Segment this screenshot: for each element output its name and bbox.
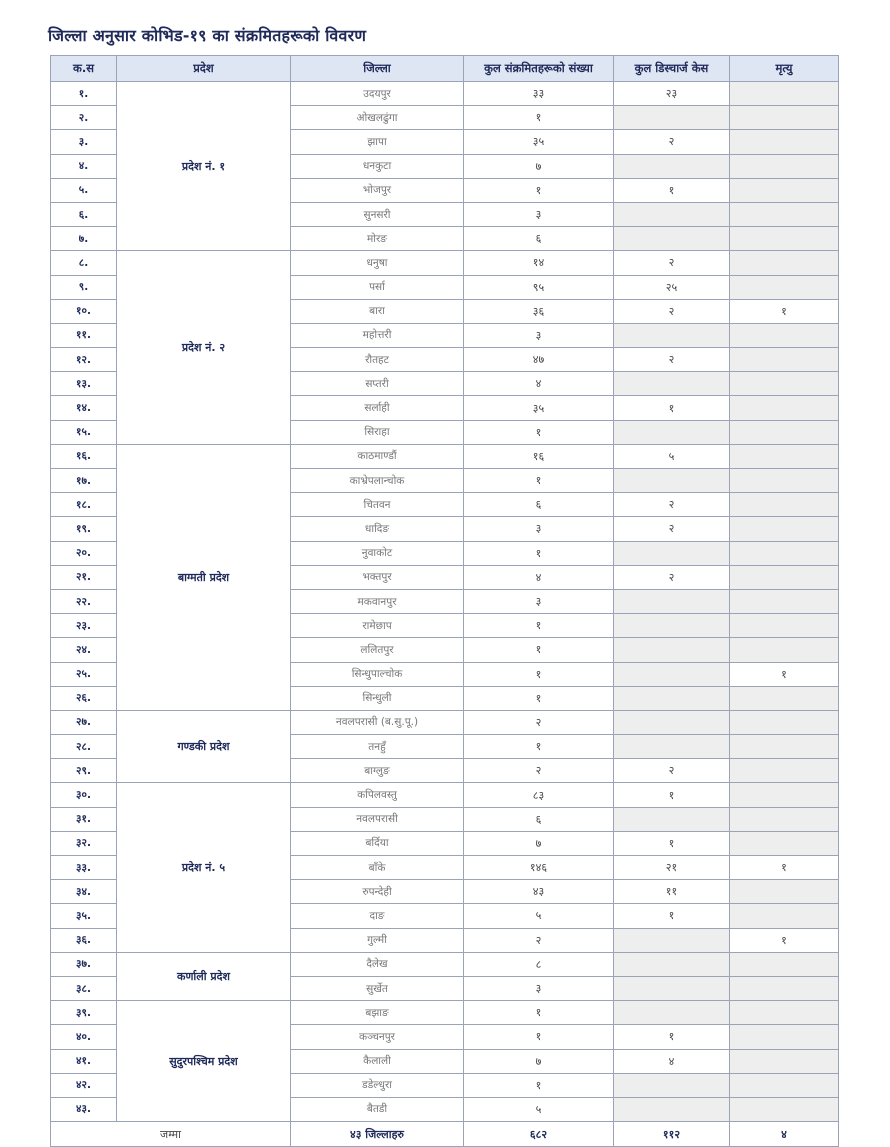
serial-number: ३१. [51, 807, 117, 831]
serial-number: ९. [51, 275, 117, 299]
deaths-count [730, 638, 839, 662]
district-name: नवलपरासी [291, 807, 464, 831]
header-infected: कुल संक्रमितहरूको संख्या [464, 56, 614, 82]
deaths-count [730, 420, 839, 444]
deaths-count [730, 565, 839, 589]
deaths-count [730, 1025, 839, 1049]
infected-count: २ [464, 928, 614, 952]
infected-count: १ [464, 178, 614, 202]
district-name: सिराहा [291, 420, 464, 444]
page-title: जिल्ला अनुसार कोभिड-१९ का संक्रमितहरूको विवरण [48, 26, 367, 45]
total-infected: ६८२ [464, 1122, 614, 1147]
deaths-count [730, 589, 839, 613]
district-name: बाँके [291, 856, 464, 880]
district-name: सर्लाही [291, 396, 464, 420]
district-name: गुल्मी [291, 928, 464, 952]
district-name: सप्तरी [291, 372, 464, 396]
province-name: प्रदेश नं. १ [117, 82, 291, 251]
serial-number: २४. [51, 638, 117, 662]
discharged-count: २ [614, 493, 730, 517]
serial-number: ११. [51, 323, 117, 347]
table-row [51, 783, 839, 807]
infected-count: ५ [464, 904, 614, 928]
infected-count: ३३ [464, 82, 614, 106]
infected-count: १ [464, 686, 614, 710]
serial-number: ३७. [51, 952, 117, 976]
deaths-count [730, 372, 839, 396]
serial-number: १३. [51, 372, 117, 396]
serial-number: २३. [51, 614, 117, 638]
deaths-count [730, 1073, 839, 1097]
discharged-count [614, 202, 730, 226]
infected-count: १ [464, 662, 614, 686]
infected-count: १ [464, 1001, 614, 1025]
district-name: बैतडी [291, 1097, 464, 1121]
discharged-count: १ [614, 178, 730, 202]
province-name: प्रदेश नं. ५ [117, 783, 291, 952]
serial-number: ५. [51, 178, 117, 202]
discharged-count [614, 154, 730, 178]
serial-number: १९. [51, 517, 117, 541]
deaths-count [730, 1049, 839, 1073]
discharged-count: २ [614, 130, 730, 154]
deaths-count [730, 952, 839, 976]
infected-count: १४६ [464, 856, 614, 880]
discharged-count [614, 976, 730, 1000]
discharged-count [614, 589, 730, 613]
discharged-count [614, 735, 730, 759]
table-header-row [51, 56, 839, 82]
infected-count: २ [464, 710, 614, 734]
deaths-count [730, 614, 839, 638]
serial-number: २२. [51, 589, 117, 613]
discharged-count [614, 1097, 730, 1121]
deaths-count [730, 783, 839, 807]
discharged-count: १ [614, 783, 730, 807]
deaths-count [730, 686, 839, 710]
infected-count: ७ [464, 154, 614, 178]
serial-number: ३३. [51, 856, 117, 880]
district-name: बारा [291, 299, 464, 323]
province-name: बाग्मती प्रदेश [117, 444, 291, 710]
serial-number: १४. [51, 396, 117, 420]
deaths-count: १ [730, 856, 839, 880]
deaths-count [730, 517, 839, 541]
discharged-count: २ [614, 299, 730, 323]
serial-number: ७. [51, 227, 117, 251]
infected-count: ५ [464, 1097, 614, 1121]
discharged-count [614, 614, 730, 638]
discharged-count: २१ [614, 856, 730, 880]
deaths-count [730, 444, 839, 468]
serial-number: ३८. [51, 976, 117, 1000]
district-name: बर्दिया [291, 831, 464, 855]
district-name: सुर्खेत [291, 976, 464, 1000]
province-name: कर्णाली प्रदेश [117, 952, 291, 1000]
district-name: उदयपुर [291, 82, 464, 106]
serial-number: ३६. [51, 928, 117, 952]
district-name: झापा [291, 130, 464, 154]
district-name: काठमाण्डौं [291, 444, 464, 468]
deaths-count [730, 251, 839, 275]
infected-count: १ [464, 541, 614, 565]
infected-count: १ [464, 638, 614, 662]
discharged-count: १ [614, 831, 730, 855]
discharged-count [614, 420, 730, 444]
discharged-count [614, 710, 730, 734]
deaths-count [730, 154, 839, 178]
deaths-count [730, 807, 839, 831]
district-name: भोजपुर [291, 178, 464, 202]
discharged-count: ५ [614, 444, 730, 468]
district-name: मोरङ [291, 227, 464, 251]
total-discharged: ११२ [614, 1122, 730, 1147]
table-row [51, 251, 839, 275]
discharged-count [614, 227, 730, 251]
district-name: बाग्लुङ [291, 759, 464, 783]
serial-number: २०. [51, 541, 117, 565]
discharged-count: २ [614, 251, 730, 275]
discharged-count [614, 638, 730, 662]
district-name: सिन्धुली [291, 686, 464, 710]
infected-count: ३ [464, 976, 614, 1000]
table-row [51, 82, 839, 106]
deaths-count [730, 759, 839, 783]
deaths-count [730, 130, 839, 154]
deaths-count [730, 541, 839, 565]
deaths-count: १ [730, 662, 839, 686]
infected-count: ६ [464, 807, 614, 831]
covid-district-table [50, 55, 839, 1147]
deaths-count [730, 710, 839, 734]
serial-number: १६. [51, 444, 117, 468]
infected-count: ४ [464, 565, 614, 589]
district-name: काभ्रेपलान्चोक [291, 469, 464, 493]
deaths-count [730, 880, 839, 904]
serial-number: ३४. [51, 880, 117, 904]
discharged-count [614, 928, 730, 952]
header-deaths: मृत्यु [730, 56, 839, 82]
discharged-count [614, 106, 730, 130]
serial-number: १२. [51, 348, 117, 372]
district-name: कञ्चनपुर [291, 1025, 464, 1049]
district-name: धनकुटा [291, 154, 464, 178]
infected-count: ३ [464, 589, 614, 613]
discharged-count: २ [614, 565, 730, 589]
deaths-count [730, 1001, 839, 1025]
total-label: जम्मा [51, 1122, 291, 1147]
district-name: रामेछाप [291, 614, 464, 638]
serial-number: १०. [51, 299, 117, 323]
deaths-count [730, 1097, 839, 1121]
deaths-count [730, 348, 839, 372]
infected-count: ३ [464, 517, 614, 541]
header-province: प्रदेश [117, 56, 291, 82]
district-name: नवलपरासी (ब.सु.पू.) [291, 710, 464, 734]
deaths-count [730, 831, 839, 855]
discharged-count: २ [614, 759, 730, 783]
infected-count: १ [464, 469, 614, 493]
deaths-count [730, 227, 839, 251]
table-row [51, 710, 839, 734]
infected-count: ७ [464, 1049, 614, 1073]
discharged-count [614, 1001, 730, 1025]
deaths-count [730, 82, 839, 106]
district-name: ओखलढुंगा [291, 106, 464, 130]
discharged-count: १ [614, 1025, 730, 1049]
serial-number: ३. [51, 130, 117, 154]
header-discharged: कुल डिस्चार्ज केस [614, 56, 730, 82]
header-sn: क.स [51, 56, 117, 82]
discharged-count: २३ [614, 82, 730, 106]
infected-count: ४७ [464, 348, 614, 372]
deaths-count: १ [730, 928, 839, 952]
deaths-count [730, 735, 839, 759]
deaths-count [730, 202, 839, 226]
table-row [51, 444, 839, 468]
serial-number: ३२. [51, 831, 117, 855]
district-name: चितवन [291, 493, 464, 517]
serial-number: १५. [51, 420, 117, 444]
infected-count: १ [464, 735, 614, 759]
deaths-count [730, 275, 839, 299]
discharged-count [614, 686, 730, 710]
serial-number: ६. [51, 202, 117, 226]
infected-count: ८३ [464, 783, 614, 807]
infected-count: ३६ [464, 299, 614, 323]
district-name: नुवाकोट [291, 541, 464, 565]
district-name: मकवानपुर [291, 589, 464, 613]
district-name: दैलेख [291, 952, 464, 976]
discharged-count: १ [614, 904, 730, 928]
discharged-count [614, 807, 730, 831]
infected-count: ६ [464, 493, 614, 517]
deaths-count [730, 178, 839, 202]
serial-number: २७. [51, 710, 117, 734]
district-name: सुनसरी [291, 202, 464, 226]
discharged-count: २ [614, 517, 730, 541]
province-name: सुदुरपश्चिम प्रदेश [117, 1001, 291, 1122]
district-name: दाङ [291, 904, 464, 928]
district-name: रौतहट [291, 348, 464, 372]
infected-count: १६ [464, 444, 614, 468]
serial-number: ४०. [51, 1025, 117, 1049]
discharged-count [614, 662, 730, 686]
deaths-count [730, 904, 839, 928]
serial-number: ३०. [51, 783, 117, 807]
serial-number: ३५. [51, 904, 117, 928]
province-name: गण्डकी प्रदेश [117, 710, 291, 783]
serial-number: २. [51, 106, 117, 130]
district-name: बझाङ [291, 1001, 464, 1025]
district-name: तनहुँ [291, 735, 464, 759]
infected-count: १ [464, 106, 614, 130]
infected-count: ३५ [464, 130, 614, 154]
district-name: भक्तपुर [291, 565, 464, 589]
infected-count: ७ [464, 831, 614, 855]
discharged-count [614, 372, 730, 396]
district-name: कपिलवस्तु [291, 783, 464, 807]
serial-number: ३९. [51, 1001, 117, 1025]
serial-number: २६. [51, 686, 117, 710]
discharged-count: १ [614, 396, 730, 420]
infected-count: ३ [464, 202, 614, 226]
infected-count: १ [464, 420, 614, 444]
serial-number: ४३. [51, 1097, 117, 1121]
discharged-count [614, 1073, 730, 1097]
infected-count: १ [464, 1025, 614, 1049]
district-name: रुपन्देही [291, 880, 464, 904]
infected-count: ८ [464, 952, 614, 976]
discharged-count [614, 541, 730, 565]
deaths-count: १ [730, 299, 839, 323]
province-name: प्रदेश नं. २ [117, 251, 291, 445]
district-name: पर्सा [291, 275, 464, 299]
discharged-count: ४ [614, 1049, 730, 1073]
district-name: डडेल्धुरा [291, 1073, 464, 1097]
serial-number: १७. [51, 469, 117, 493]
discharged-count [614, 323, 730, 347]
infected-count: ६ [464, 227, 614, 251]
infected-count: ३ [464, 323, 614, 347]
district-name: ललितपुर [291, 638, 464, 662]
deaths-count [730, 323, 839, 347]
table-row [51, 1001, 839, 1025]
district-name: सिन्धुपाल्चोक [291, 662, 464, 686]
infected-count: २ [464, 759, 614, 783]
total-districts: ४३ जिल्लाहरु [291, 1122, 464, 1147]
district-name: धादिङ [291, 517, 464, 541]
infected-count: १ [464, 1073, 614, 1097]
infected-count: १४ [464, 251, 614, 275]
discharged-count: २५ [614, 275, 730, 299]
discharged-count [614, 469, 730, 493]
deaths-count [730, 469, 839, 493]
serial-number: ८. [51, 251, 117, 275]
total-row [51, 1122, 839, 1147]
discharged-count: २ [614, 348, 730, 372]
table-row [51, 952, 839, 976]
serial-number: १८. [51, 493, 117, 517]
serial-number: २८. [51, 735, 117, 759]
deaths-count [730, 493, 839, 517]
serial-number: २९. [51, 759, 117, 783]
total-deaths: ४ [730, 1122, 839, 1147]
serial-number: १. [51, 82, 117, 106]
deaths-count [730, 106, 839, 130]
deaths-count [730, 396, 839, 420]
serial-number: २१. [51, 565, 117, 589]
infected-count: ३५ [464, 396, 614, 420]
discharged-count [614, 952, 730, 976]
district-name: महोत्तरी [291, 323, 464, 347]
table-body [51, 82, 839, 1122]
district-name: धनुषा [291, 251, 464, 275]
header-district: जिल्ला [291, 56, 464, 82]
district-name: कैलाली [291, 1049, 464, 1073]
serial-number: २५. [51, 662, 117, 686]
deaths-count [730, 976, 839, 1000]
serial-number: ४२. [51, 1073, 117, 1097]
discharged-count: ११ [614, 880, 730, 904]
infected-count: ४ [464, 372, 614, 396]
serial-number: ४. [51, 154, 117, 178]
infected-count: १ [464, 614, 614, 638]
infected-count: ९५ [464, 275, 614, 299]
serial-number: ४१. [51, 1049, 117, 1073]
infected-count: ४३ [464, 880, 614, 904]
